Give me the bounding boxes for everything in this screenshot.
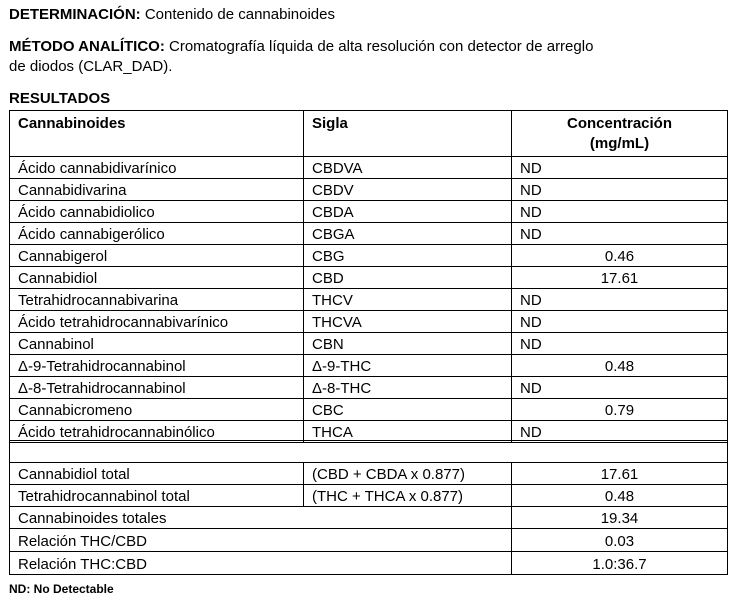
cannabinoid-sigla: CBDA: [304, 201, 512, 223]
cannabinoid-sigla: Δ-8-THC: [304, 377, 512, 399]
cannabinoid-concentration: 0.79: [512, 399, 728, 421]
method-line-2: [9, 57, 172, 76]
table-row: [10, 355, 728, 377]
table-row: [10, 201, 728, 223]
ratio-row-slash: [10, 529, 728, 552]
cannabinoid-concentration: ND: [512, 223, 728, 245]
total-name: Cannabinoides totales: [10, 507, 512, 529]
total-value: 0.48: [512, 485, 728, 507]
cannabinoid-concentration: ND: [512, 377, 728, 399]
cannabinoid-concentration: ND: [512, 333, 728, 355]
total-formula: (CBD + CBDA x 0.877): [304, 463, 512, 485]
header-sigla: Sigla: [304, 111, 512, 157]
table-row: [10, 179, 728, 201]
cannabinoid-concentration: 0.46: [512, 245, 728, 267]
table-row: [10, 157, 728, 179]
table-row: [10, 267, 728, 289]
determination-value: Contenido de cannabinoides: [144, 6, 335, 23]
results-table: [9, 110, 728, 443]
cannabinoid-concentration: 0.48: [512, 355, 728, 377]
cannabinoid-name: Δ-9-Tetrahidrocannabinol: [10, 355, 304, 377]
total-formula: (THC + THCA x 0.877): [304, 485, 512, 507]
total-name: Cannabidiol total: [10, 463, 304, 485]
ratio-value: 0.03: [512, 529, 728, 552]
cannabinoid-sigla: CBG: [304, 245, 512, 267]
cannabinoid-name: Ácido cannabigerólico: [10, 223, 304, 245]
determination-label: DETERMINACIÓN:: [9, 6, 141, 23]
header-concentracion-unit: (mg/mL): [589, 135, 650, 152]
cannabinoid-sigla: THCA: [304, 421, 512, 443]
cannabinoid-sigla: THCVA: [304, 311, 512, 333]
cannabinoid-concentration: ND: [512, 157, 728, 179]
table-row: [10, 377, 728, 399]
table-header-row: [10, 111, 728, 157]
total-row-cannabinoides: [10, 507, 728, 529]
cannabinoid-sigla: Δ-9-THC: [304, 355, 512, 377]
table-row: [10, 289, 728, 311]
total-row-thc: [10, 485, 728, 507]
ratio-name: Relación THC:CBD: [10, 552, 512, 575]
cannabinoid-concentration: ND: [512, 201, 728, 223]
spacer-cell: [10, 441, 728, 463]
total-value: 17.61: [512, 463, 728, 485]
cannabinoid-sigla: CBDVA: [304, 157, 512, 179]
spacer-row: [10, 441, 728, 463]
cannabinoid-name: Cannabidiol: [10, 267, 304, 289]
table-row: [10, 245, 728, 267]
cannabinoid-sigla: CBC: [304, 399, 512, 421]
cannabinoid-concentration: 17.61: [512, 267, 728, 289]
cannabinoid-sigla: CBDV: [304, 179, 512, 201]
method-value-line-1: Cromatografía líquida de alta resolución con detector de arreglo: [169, 38, 594, 55]
cannabinoid-sigla: CBN: [304, 333, 512, 355]
determination-line: [9, 5, 335, 24]
cannabinoid-sigla: CBGA: [304, 223, 512, 245]
header-concentracion: [512, 111, 728, 157]
footnote: ND: No Detectable: [9, 582, 114, 596]
header-cannabinoides: Cannabinoides: [10, 111, 304, 157]
totals-table: [9, 440, 728, 575]
results-heading: RESULTADOS: [9, 90, 111, 107]
method-value-line-2: de diodos (CLAR_DAD).: [9, 58, 173, 75]
cannabinoid-name: Ácido cannabidivarínico: [10, 157, 304, 179]
cannabinoid-name: Cannabicromeno: [10, 399, 304, 421]
cannabinoid-name: Ácido cannabidiolico: [10, 201, 304, 223]
ratio-row-colon: [10, 552, 728, 575]
cannabinoid-sigla: THCV: [304, 289, 512, 311]
method-label: MÉTODO ANALÍTICO:: [9, 38, 165, 55]
cannabinoid-name: Ácido tetrahidrocannabinólico: [10, 421, 304, 443]
cannabinoid-concentration: ND: [512, 289, 728, 311]
method-line-1: [9, 37, 593, 56]
table-row: [10, 311, 728, 333]
header-concentracion-label: Concentración: [566, 115, 672, 132]
cannabinoid-name: Ácido tetrahidrocannabivarínico: [10, 311, 304, 333]
cannabinoid-name: Cannabigerol: [10, 245, 304, 267]
cannabinoid-concentration: ND: [512, 179, 728, 201]
cannabinoid-sigla: CBD: [304, 267, 512, 289]
total-name: Tetrahidrocannabinol total: [10, 485, 304, 507]
cannabinoid-name: Tetrahidrocannabivarina: [10, 289, 304, 311]
total-value: 19.34: [512, 507, 728, 529]
ratio-name: Relación THC/CBD: [10, 529, 512, 552]
ratio-value: 1.0:36.7: [512, 552, 728, 575]
table-row: [10, 223, 728, 245]
cannabinoid-name: Cannabinol: [10, 333, 304, 355]
cannabinoid-concentration: ND: [512, 311, 728, 333]
cannabinoid-name: Δ-8-Tetrahidrocannabinol: [10, 377, 304, 399]
table-row: [10, 399, 728, 421]
table-row: [10, 333, 728, 355]
total-row-cbd: [10, 463, 728, 485]
cannabinoid-concentration: ND: [512, 421, 728, 443]
cannabinoid-name: Cannabidivarina: [10, 179, 304, 201]
